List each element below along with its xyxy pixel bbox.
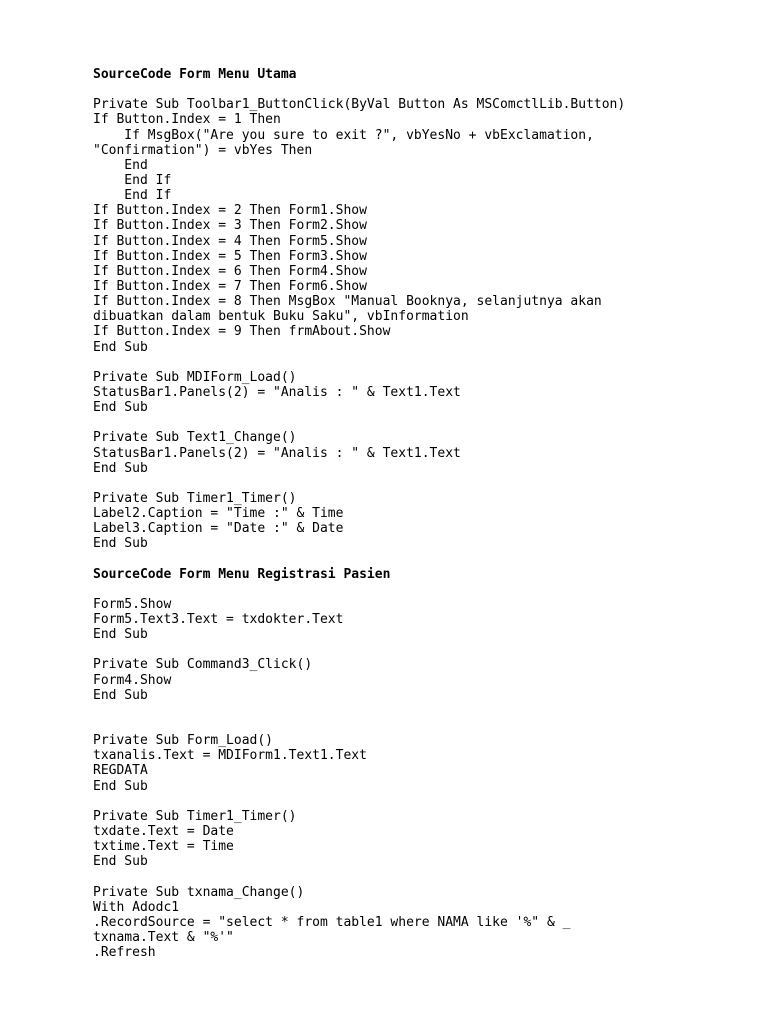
code-line: If MsgBox("Are you sure to exit ?", vbYesNo + vbExclamation, <box>93 127 594 143</box>
code-line: End Sub <box>93 778 148 794</box>
code-line: If Button.Index = 3 Then Form2.Show <box>93 218 367 234</box>
code-line: txnama.Text & "%'" <box>93 930 234 946</box>
code-line: End Sub <box>93 536 148 552</box>
code-line: If Button.Index = 6 Then Form4.Show <box>93 263 367 279</box>
blank-line <box>93 794 753 809</box>
code-line: REGDATA <box>93 763 148 779</box>
code-line: StatusBar1.Panels(2) = "Analis : " & Text1.Text <box>93 384 461 400</box>
code-line: If Button.Index = 1 Then <box>93 112 281 128</box>
code-line: If Button.Index = 2 Then Form1.Show <box>93 203 367 219</box>
code-line: txtime.Text = Time <box>93 839 234 855</box>
blank-line <box>93 82 753 97</box>
code-line: Private Sub Timer1_Timer() <box>93 490 297 506</box>
document-page <box>93 67 753 960</box>
code-line: Label2.Caption = "Time :" & Time <box>93 506 344 522</box>
code-line: Form4.Show <box>93 672 172 688</box>
code-line: End If <box>93 188 172 204</box>
code-line: Private Sub Form_Load() <box>93 733 274 749</box>
code-line: Private Sub Command3_Click() <box>93 657 313 673</box>
code-line: End Sub <box>93 400 148 416</box>
code-line: If Button.Index = 7 Then Form6.Show <box>93 278 367 294</box>
blank-line <box>93 582 753 597</box>
code-line: Form5.Show <box>93 596 172 612</box>
code-line: Form5.Text3.Text = txdokter.Text <box>93 612 344 628</box>
blank-line <box>93 415 753 430</box>
code-line: .Refresh <box>93 945 156 961</box>
code-line: End If <box>93 172 172 188</box>
code-line: txdate.Text = Date <box>93 824 234 840</box>
code-line: If Button.Index = 4 Then Form5.Show <box>93 233 367 249</box>
code-line: Private Sub Timer1_Timer() <box>93 808 297 824</box>
blank-line <box>93 476 753 491</box>
blank-line <box>93 552 753 567</box>
code-line: End <box>93 157 148 173</box>
code-line: Label3.Caption = "Date :" & Date <box>93 521 344 537</box>
code-line: End Sub <box>93 627 148 643</box>
code-line: End Sub <box>93 460 148 476</box>
code-line: dibuatkan dalam bentuk Buku Saku", vbInformation <box>93 309 469 325</box>
code-line: .RecordSource = "select * from table1 where NAMA like '%" & _ <box>93 914 571 930</box>
code-line: Private Sub Toolbar1_ButtonClick(ByVal Button As MSComctlLib.Button) <box>93 97 626 113</box>
code-line: End Sub <box>93 687 148 703</box>
code-line: End Sub <box>93 854 148 870</box>
code-line: StatusBar1.Panels(2) = "Analis : " & Text1.Text <box>93 445 461 461</box>
code-line: Private Sub MDIForm_Load() <box>93 369 297 385</box>
blank-line <box>93 869 753 884</box>
code-line: "Confirmation") = vbYes Then <box>93 142 313 158</box>
code-line: End Sub <box>93 339 148 355</box>
code-line: With Adodc1 <box>93 899 180 915</box>
blank-line <box>93 718 753 733</box>
section-heading: SourceCode Form Menu Registrasi Pasien <box>93 566 391 582</box>
code-line: Private Sub Text1_Change() <box>93 430 297 446</box>
code-line: If Button.Index = 5 Then Form3.Show <box>93 248 367 264</box>
code-line: If Button.Index = 8 Then MsgBox "Manual Booknya, selanjutnya akan <box>93 294 602 310</box>
code-line: If Button.Index = 9 Then frmAbout.Show <box>93 324 391 340</box>
section-heading: SourceCode Form Menu Utama <box>93 67 297 82</box>
code-line: Private Sub txnama_Change() <box>93 884 305 900</box>
blank-line <box>93 355 753 370</box>
code-line: txanalis.Text = MDIForm1.Text1.Text <box>93 748 367 764</box>
blank-line <box>93 703 753 718</box>
blank-line <box>93 642 753 657</box>
